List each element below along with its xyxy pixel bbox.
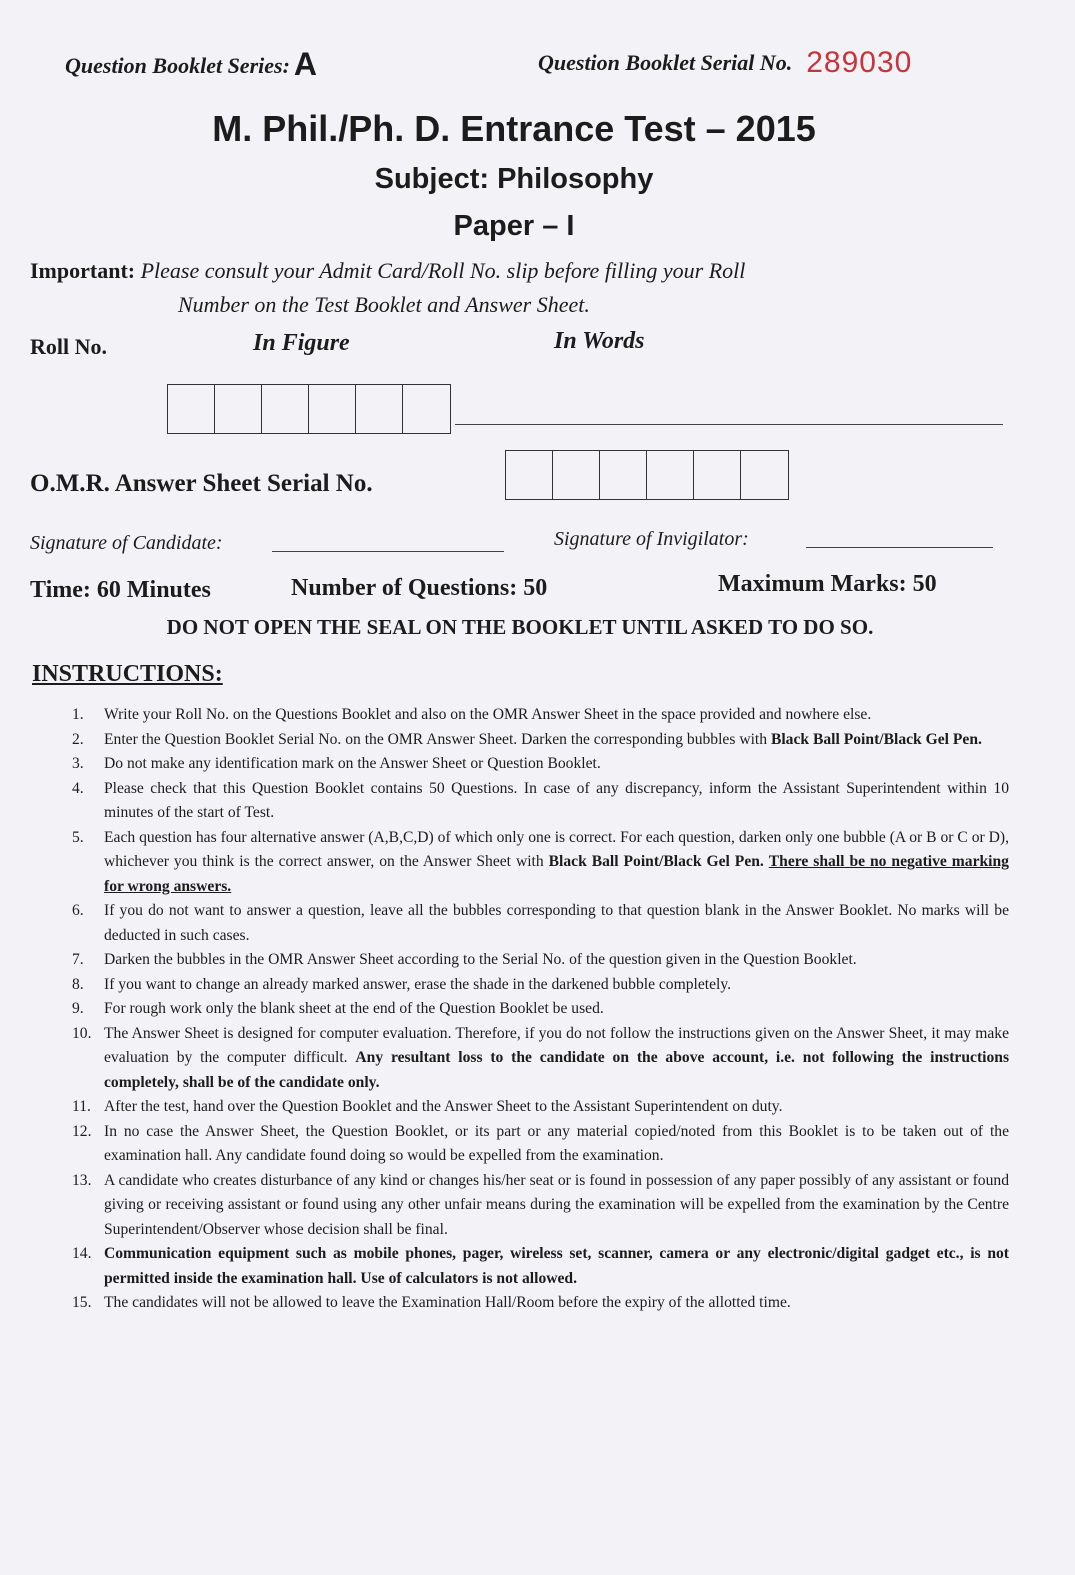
list-item: 10. The Answer Sheet is designed for computer evaluation. Therefore, if you do not follow the instructions given on the Answer Sheet, it may make evaluation by the computer difficult. Any resultant loss to the candidate on the above account, i.e. not following the instructions completely, shall be of the candidate only. <box>72 1024 1010 1091</box>
booklet-series-label: Question Booklet Series: <box>65 53 290 78</box>
invigilator-signature-line[interactable] <box>806 547 993 548</box>
roll-in-figure-label: In Figure <box>253 330 350 356</box>
roll-no-label: Roll No. <box>30 334 107 359</box>
instructions-heading: INSTRUCTIONS: <box>32 661 223 687</box>
candidate-signature-line[interactable] <box>272 551 504 552</box>
omr-serial-boxes[interactable] <box>505 450 789 500</box>
list-item: 9. For rough work only the blank sheet at the end of the Question Booklet be used. <box>72 1000 604 1017</box>
list-item: 2. Enter the Question Booklet Serial No. on the OMR Answer Sheet. Darken the corresponding bubbles with Black Ball Point/Black Gel Pen. <box>72 730 982 748</box>
list-item: 11. After the test, hand over the Question Booklet and the Answer Sheet to the Assistant Superintendent on duty. <box>72 1098 783 1115</box>
booklet-serial-label: Question Booklet Serial No. <box>538 50 793 75</box>
omr-digit-box[interactable] <box>647 451 694 499</box>
roll-digit-box[interactable] <box>356 385 403 433</box>
omr-digit-box[interactable] <box>553 451 600 499</box>
invigilator-signature-label: Signature of Invigilator: <box>554 528 749 550</box>
booklet-serial-value: 289030 <box>806 46 913 79</box>
list-item: 4. Please check that this Question Booklet contains 50 Questions. In case of any discrepancy, inform the Assistant Superintendent within 10 minutes of the start of Test. <box>72 779 1009 821</box>
paper-heading: Paper – I <box>453 210 575 242</box>
important-note <box>30 254 1020 322</box>
list-item: 7. Darken the bubbles in the OMR Answer Sheet according to the Serial No. of the question given in the Question Booklet. <box>72 951 857 968</box>
roll-digit-box[interactable] <box>168 385 215 433</box>
list-item: 6. If you do not want to answer a question, leave all the bubbles corresponding to that question blank in the Answer Booklet. No marks will be deducted in such cases. <box>72 902 1009 944</box>
important-text-line2: Number on the Test Booklet and Answer Sheet. <box>178 292 590 317</box>
roll-digit-box[interactable] <box>262 385 309 433</box>
subject-heading: Subject: Philosophy <box>374 163 654 195</box>
roll-digit-box[interactable] <box>309 385 356 433</box>
instructions-list <box>64 703 1009 1316</box>
booklet-series <box>65 44 317 81</box>
list-item: 1. Write your Roll No. on the Questions Booklet and also on the OMR Answer Sheet in the space provided and nowhere else. <box>72 706 872 723</box>
page-title: M. Phil./Ph. D. Entrance Test – 2015 <box>212 108 816 149</box>
maximum-marks: Maximum Marks: 50 <box>718 571 937 597</box>
roll-digit-box[interactable] <box>403 385 450 433</box>
roll-no-words-line[interactable] <box>455 424 1003 425</box>
list-item: 5. Each question has four alternative answer (A,B,C,D) of which only one is correct. For each question, darken only one bubble (A or B or C or D), whichever you think is the correct answer, on the Answer Sheet with Black Ball Point/Black Gel Pen. There shall be no negative marking for wrong answers. <box>72 828 1009 895</box>
roll-digit-box[interactable] <box>215 385 262 433</box>
omr-digit-box[interactable] <box>694 451 741 499</box>
booklet-serial <box>538 44 912 78</box>
roll-no-figure-boxes[interactable] <box>167 384 451 434</box>
omr-serial-label: O.M.R. Answer Sheet Serial No. <box>30 470 373 497</box>
roll-in-words-label: In Words <box>554 328 645 354</box>
list-item: 14. Communication equipment such as mobile phones, pager, wireless set, scanner, camera or any electronic/digital gadget etc., is not permitted inside the examination hall. Use of calculators is not allowed. <box>72 1245 1009 1287</box>
important-label: Important: <box>30 258 136 283</box>
number-of-questions: Number of Questions: 50 <box>291 575 548 601</box>
candidate-signature-label: Signature of Candidate: <box>30 532 223 554</box>
list-item: 12. In no case the Answer Sheet, the Question Booklet, or its part or any material copied/noted from this Booklet is to be taken out of the examination hall. Any candidate found doing so would be expelled from the examination. <box>72 1122 1009 1164</box>
list-item: 13. A candidate who creates disturbance of any kind or changes his/her seat or is found in possession of any paper possibly of any assistant or found giving or receiving assistant or found using any other unfair means during the examination will be expelled from the examination by the Centre Superintendent/Observer whose decision shall be final. <box>72 1171 1009 1238</box>
list-item: 3. Do not make any identification mark on the Answer Sheet or Question Booklet. <box>72 755 601 772</box>
seal-notice: DO NOT OPEN THE SEAL ON THE BOOKLET UNTIL ASKED TO DO SO. <box>166 615 874 639</box>
omr-digit-box[interactable] <box>741 451 788 499</box>
important-text-line1: Please consult your Admit Card/Roll No. slip before filling your Roll <box>140 258 746 283</box>
exam-time: Time: 60 Minutes <box>30 577 211 603</box>
booklet-series-value: A <box>293 46 318 82</box>
list-item: 8. If you want to change an already marked answer, erase the shade in the darkened bubble completely. <box>72 975 732 993</box>
list-item: 15. The candidates will not be allowed to leave the Examination Hall/Room before the expiry of the allotted time. <box>72 1294 791 1311</box>
omr-digit-box[interactable] <box>600 451 647 499</box>
omr-digit-box[interactable] <box>506 451 553 499</box>
